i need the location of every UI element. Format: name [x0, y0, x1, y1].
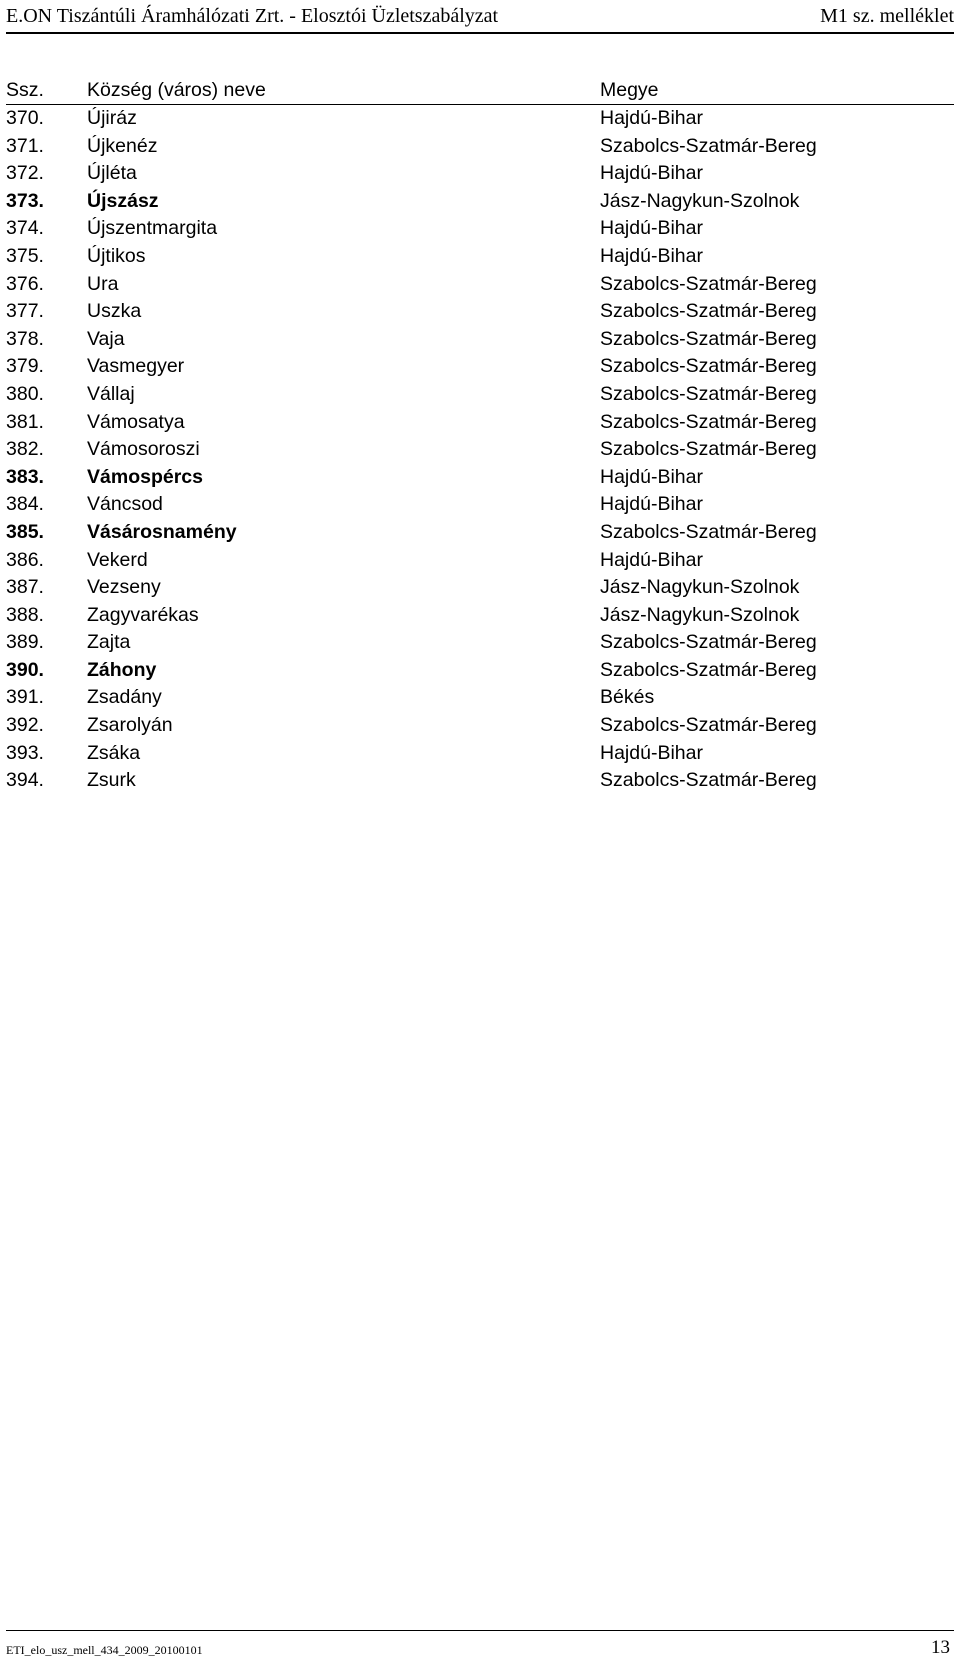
settlement-name: Zsadány	[87, 686, 162, 709]
county-name: Hajdú-Bihar	[600, 548, 703, 571]
page-number: 13	[931, 1637, 950, 1658]
table-row	[6, 105, 954, 133]
table-row	[6, 188, 954, 216]
row-number: 384.	[6, 493, 44, 516]
table-row	[6, 491, 954, 519]
table-row	[6, 133, 954, 161]
settlement-name: Zajta	[87, 631, 131, 654]
settlement-name: Uszka	[87, 300, 142, 323]
settlement-name: Zsurk	[87, 769, 136, 792]
county-name: Szabolcs-Szatmár-Bereg	[600, 300, 817, 323]
table-row	[6, 712, 954, 740]
settlement-name: Vasmegyer	[87, 355, 185, 378]
document-title: E.ON Tiszántúli Áramhálózati Zrt. - Elosztói Üzletszabályzat	[6, 5, 499, 27]
row-number: 387.	[6, 576, 44, 599]
table-row	[6, 271, 954, 299]
row-number: 380.	[6, 382, 44, 405]
settlement-name: Zagyvarékas	[87, 603, 199, 626]
county-name: Szabolcs-Szatmár-Bereg	[600, 714, 817, 737]
county-name: Szabolcs-Szatmár-Bereg	[600, 272, 817, 295]
settlement-name: Vámospércs	[87, 465, 203, 488]
settlement-name: Záhony	[87, 658, 157, 681]
table-row	[6, 160, 954, 188]
county-name: Hajdú-Bihar	[600, 741, 703, 764]
county-name: Szabolcs-Szatmár-Bereg	[600, 327, 817, 350]
settlement-name: Vámosoroszi	[87, 438, 200, 461]
row-number: 391.	[6, 686, 44, 709]
county-name: Hajdú-Bihar	[600, 465, 703, 488]
table-row	[6, 519, 954, 547]
column-header-number: Ssz.	[6, 79, 44, 101]
county-name: Hajdú-Bihar	[600, 244, 703, 267]
settlement-name: Újléta	[87, 162, 137, 185]
row-number: 390.	[6, 658, 44, 681]
table-row	[6, 574, 954, 602]
row-number: 374.	[6, 217, 44, 240]
settlement-name: Váncsod	[87, 493, 163, 516]
settlement-name: Újkenéz	[87, 134, 158, 157]
column-header-settlement: Község (város) neve	[87, 79, 266, 101]
settlements-table	[6, 76, 954, 795]
county-name: Jász-Nagykun-Szolnok	[600, 189, 800, 212]
table-header-row	[6, 76, 954, 105]
settlement-name: Újtikos	[87, 244, 146, 267]
county-name: Hajdú-Bihar	[600, 107, 703, 129]
annex-label: M1 sz. melléklet	[820, 5, 954, 27]
table-row	[6, 243, 954, 271]
county-name: Szabolcs-Szatmár-Bereg	[600, 658, 817, 681]
county-name: Szabolcs-Szatmár-Bereg	[600, 382, 817, 405]
table-row	[6, 547, 954, 575]
table-row	[6, 215, 954, 243]
row-number: 375.	[6, 244, 44, 267]
row-number: 378.	[6, 327, 44, 350]
row-number: 383.	[6, 465, 44, 488]
row-number: 385.	[6, 520, 44, 543]
county-name: Hajdú-Bihar	[600, 217, 703, 240]
table-row	[6, 353, 954, 381]
row-number: 370.	[6, 107, 44, 129]
county-name: Hajdú-Bihar	[600, 162, 703, 185]
row-number: 382.	[6, 438, 44, 461]
county-name: Jász-Nagykun-Szolnok	[600, 603, 800, 626]
table-row	[6, 602, 954, 630]
row-number: 389.	[6, 631, 44, 654]
settlement-name: Vaja	[87, 327, 125, 350]
county-name: Jász-Nagykun-Szolnok	[600, 576, 800, 599]
settlement-name: Vezseny	[87, 576, 161, 599]
row-number: 394.	[6, 769, 44, 792]
table-row	[6, 684, 954, 712]
row-number: 376.	[6, 272, 44, 295]
row-number: 373.	[6, 189, 44, 212]
settlement-name: Újiráz	[87, 107, 137, 129]
row-number: 393.	[6, 741, 44, 764]
row-number: 381.	[6, 410, 44, 433]
table-row	[6, 464, 954, 492]
table-row	[6, 629, 954, 657]
row-number: 388.	[6, 603, 44, 626]
county-name: Szabolcs-Szatmár-Bereg	[600, 134, 817, 157]
row-number: 371.	[6, 134, 44, 157]
table-row	[6, 436, 954, 464]
county-name: Szabolcs-Szatmár-Bereg	[600, 355, 817, 378]
column-header-county: Megye	[600, 79, 659, 101]
table-row	[6, 409, 954, 437]
settlement-name: Ura	[87, 272, 119, 295]
county-name: Szabolcs-Szatmár-Bereg	[600, 631, 817, 654]
table-row	[6, 657, 954, 685]
settlement-name: Zsáka	[87, 741, 141, 764]
settlement-name: Vállaj	[87, 382, 135, 405]
row-number: 392.	[6, 714, 44, 737]
table-row	[6, 767, 954, 795]
settlement-name: Vásárosnamény	[87, 520, 237, 543]
page-footer	[6, 1630, 954, 1663]
settlement-name: Újszentmargita	[87, 217, 218, 240]
county-name: Hajdú-Bihar	[600, 493, 703, 516]
row-number: 377.	[6, 300, 44, 323]
page-header	[6, 2, 954, 34]
row-number: 379.	[6, 355, 44, 378]
settlement-name: Vámosatya	[87, 410, 185, 433]
settlement-name: Vekerd	[87, 548, 148, 571]
table-row	[6, 326, 954, 354]
row-number: 386.	[6, 548, 44, 571]
row-number: 372.	[6, 162, 44, 185]
county-name: Szabolcs-Szatmár-Bereg	[600, 520, 817, 543]
table-row	[6, 381, 954, 409]
table-row	[6, 740, 954, 768]
settlement-name: Újszász	[87, 189, 159, 212]
county-name: Szabolcs-Szatmár-Bereg	[600, 410, 817, 433]
document-id: ETI_elo_usz_mell_434_2009_20100101	[6, 1643, 203, 1657]
county-name: Békés	[600, 686, 655, 709]
table-row	[6, 298, 954, 326]
settlement-name: Zsarolyán	[87, 714, 173, 737]
county-name: Szabolcs-Szatmár-Bereg	[600, 769, 817, 792]
county-name: Szabolcs-Szatmár-Bereg	[600, 438, 817, 461]
table-body	[6, 105, 954, 795]
